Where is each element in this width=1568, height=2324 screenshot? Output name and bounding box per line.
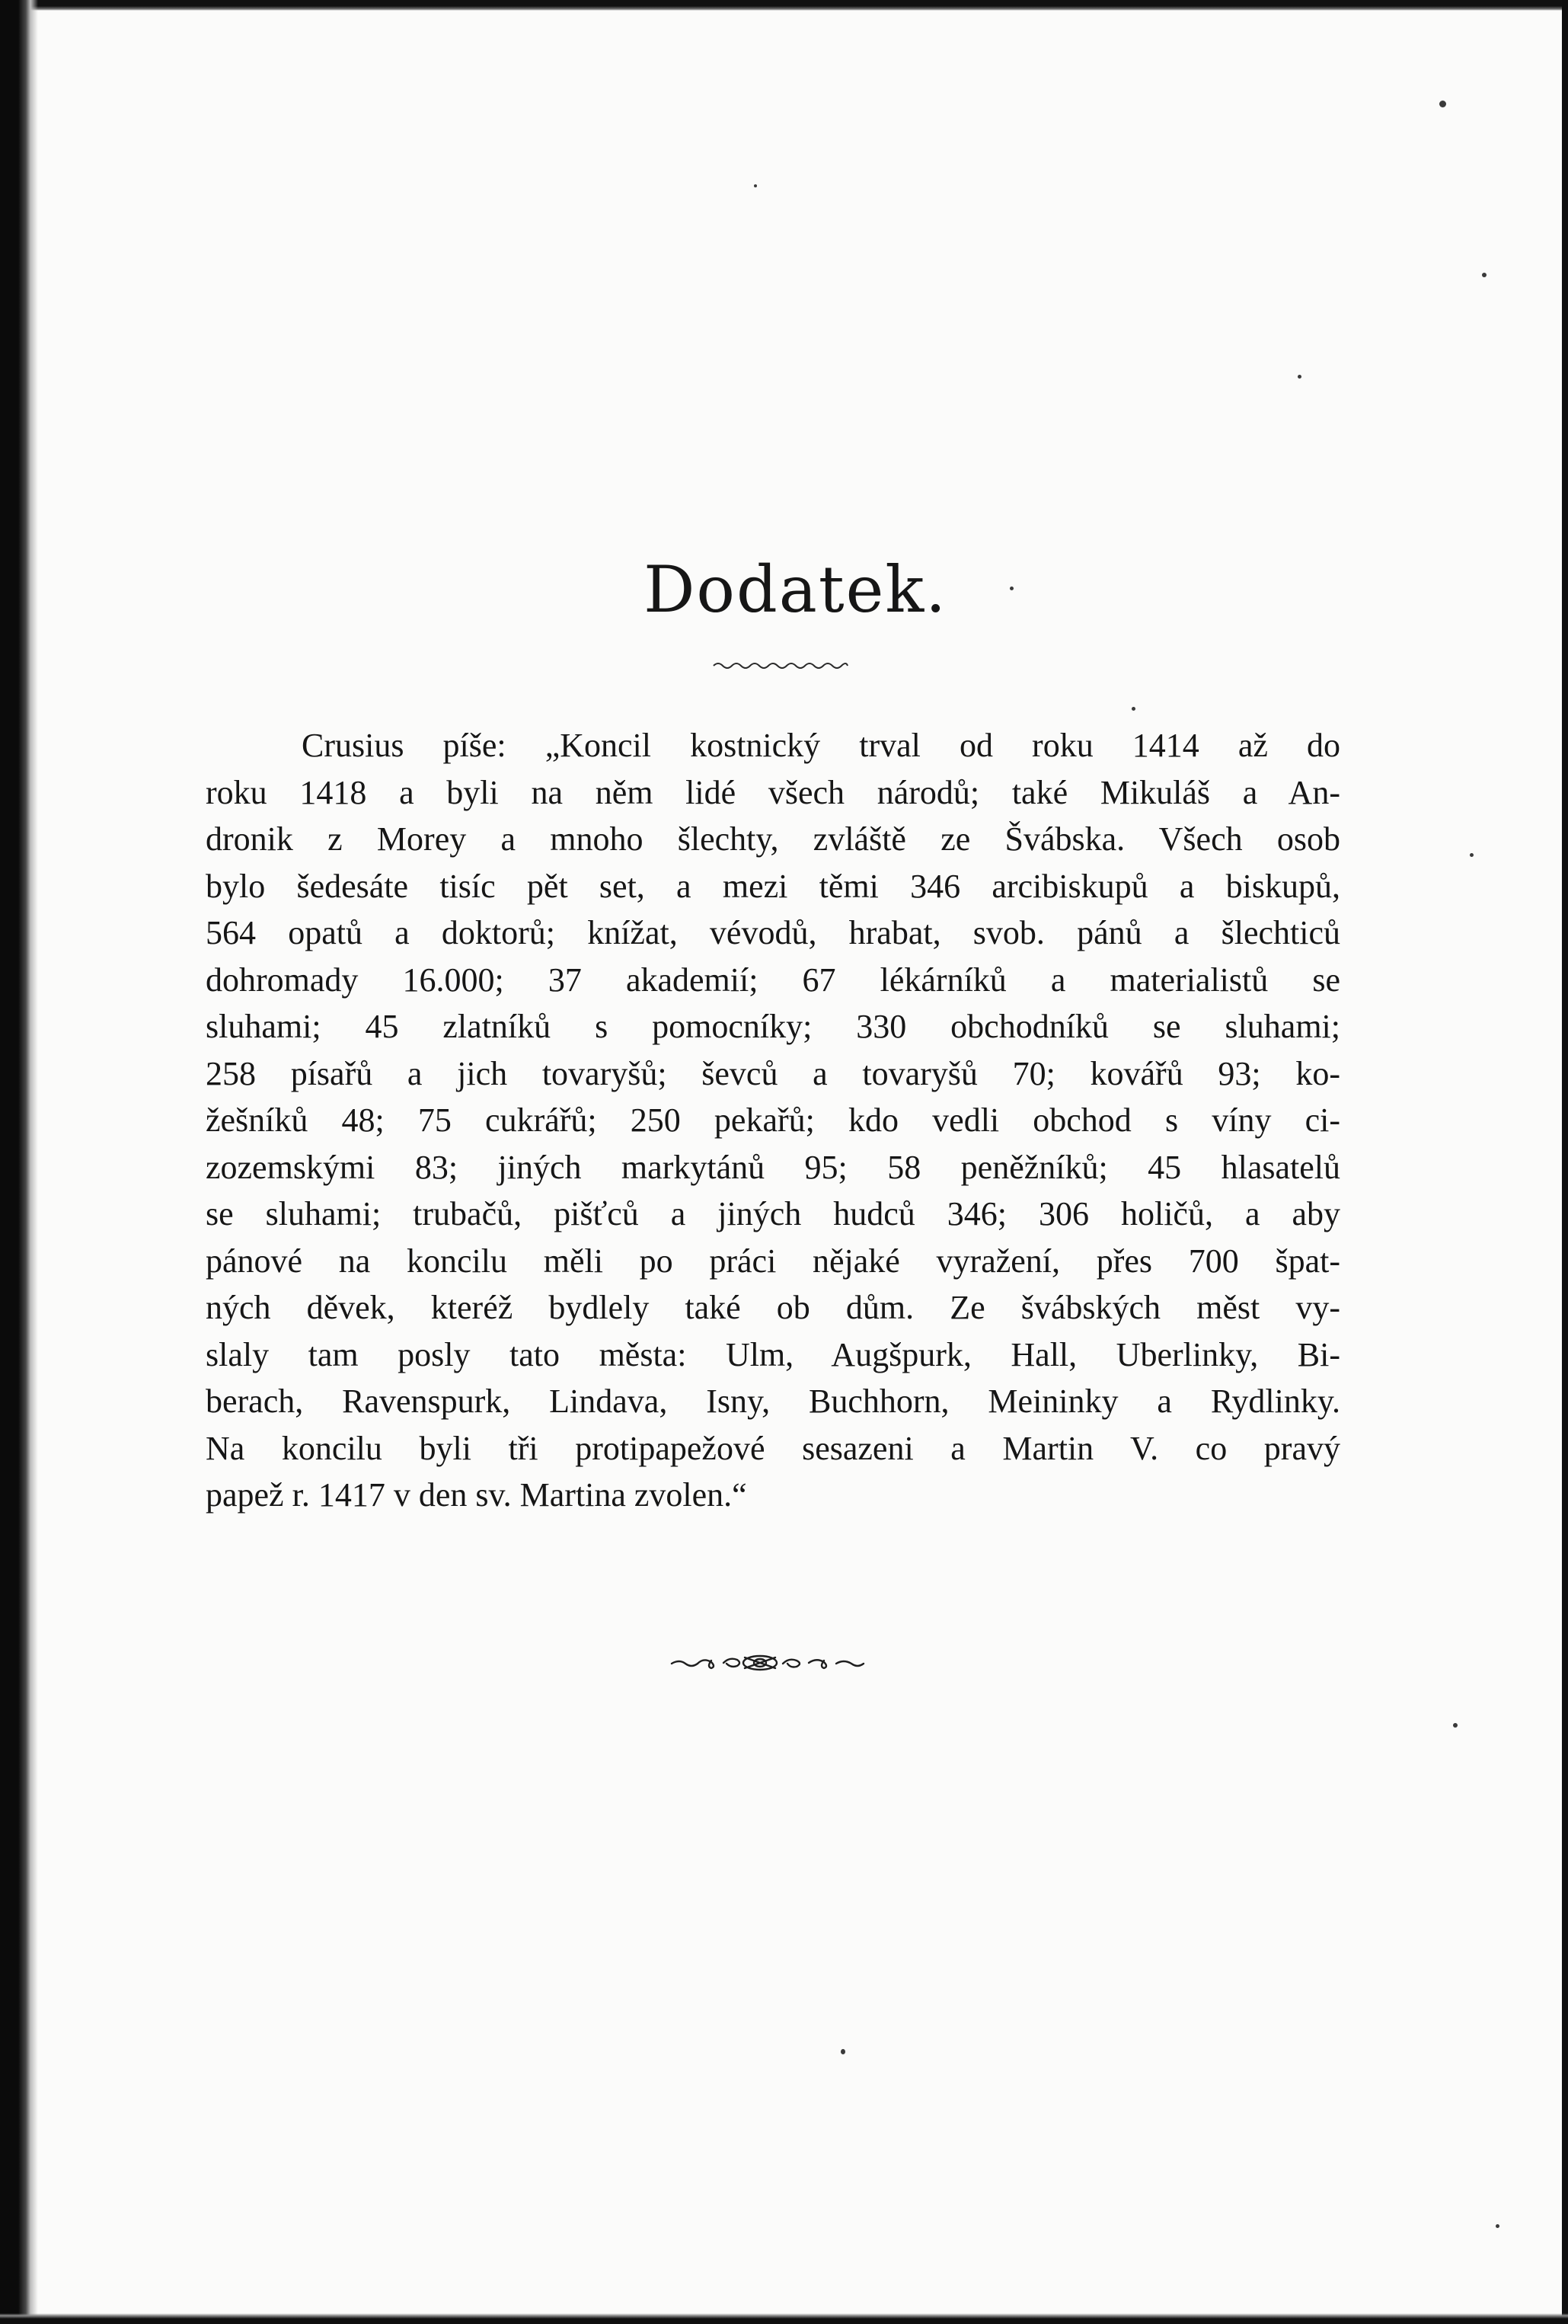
scan-speck [1470, 853, 1474, 857]
scan-speck [1132, 707, 1135, 711]
scan-speck [754, 184, 757, 187]
text-line-9: žešníků 48; 75 cukrářů; 250 pekařů; kdo vedli obchod s víny ci- [206, 1101, 1340, 1139]
text-line-13: ných děvek, kteréž bydlely také ob dům. Ze švábských měst vy- [206, 1289, 1340, 1326]
scan-border-right [1562, 0, 1568, 2324]
end-ornament-icon [669, 1650, 867, 1676]
text-line-15: berach, Ravenspurk, Lindava, Isny, Buchhorn, Meininky a Rydlinky. [206, 1383, 1340, 1420]
scan-speck [1439, 101, 1446, 107]
scan-speck [1496, 2224, 1499, 2228]
text-line-6: dohromady 16.000; 37 akademií; 67 lékárníků a materialistů se [206, 961, 1340, 999]
text-line-4: bylo šedesáte tisíc pět set, a mezi těmi 346 arcibiskupů a biskupů, [206, 867, 1340, 905]
text-line-8: 258 písařů a jich tovaryšů; ševců a tovaryšů 70; kovářů 93; ko- [206, 1054, 1340, 1092]
text-line-17: papež r. 1417 v den sv. Martina zvolen.“ [206, 1476, 747, 1514]
scan-border-bottom [0, 2313, 1568, 2324]
scan-border-top [0, 0, 1568, 11]
text-line-10: zozemskými 83; jiných markytánů 95; 58 peněžníků; 45 hlasatelů [206, 1148, 1340, 1186]
scan-speck [1010, 587, 1014, 590]
body-paragraph [206, 722, 1340, 1519]
title-wavy-rule [712, 659, 849, 671]
text-line-12: pánové na koncilu měli po práci nějaké vyražení, přes 700 špat- [206, 1242, 1340, 1280]
text-line-14: slaly tam posly tato města: Ulm, Augšpurk, Hall, Uberlinky, Bi- [206, 1335, 1340, 1373]
scan-speck [841, 2049, 845, 2054]
text-line-2: roku 1418 a byli na něm lidé všech národů; také Mikuláš a An- [206, 773, 1340, 811]
text-line-3: dronik z Morey a mnoho šlechty, zvláště ze Švábska. Všech osob [206, 820, 1340, 858]
text-line-7: sluhami; 45 zlatníků s pomocníky; 330 obchodníků se sluhami; [206, 1008, 1340, 1045]
page-title: Dodatek. [643, 552, 947, 627]
scan-speck [1482, 273, 1487, 277]
scan-border-left [0, 0, 38, 2324]
text-line-11: se sluhami; trubačů, pišťců a jiných hudců 346; 306 holičů, a aby [206, 1195, 1340, 1232]
text-line-1: Crusius píše: „Koncil kostnický trval od roku 1414 až do [302, 727, 1340, 764]
scan-speck [1298, 375, 1301, 379]
scan-speck [1453, 1723, 1458, 1728]
text-line-5: 564 opatů a doktorů; knížat, vévodů, hrabat, svob. pánů a šlechticů [206, 914, 1340, 951]
text-line-16: Na koncilu byli tři protipapežové sesazeni a Martin V. co pravý [206, 1429, 1340, 1467]
